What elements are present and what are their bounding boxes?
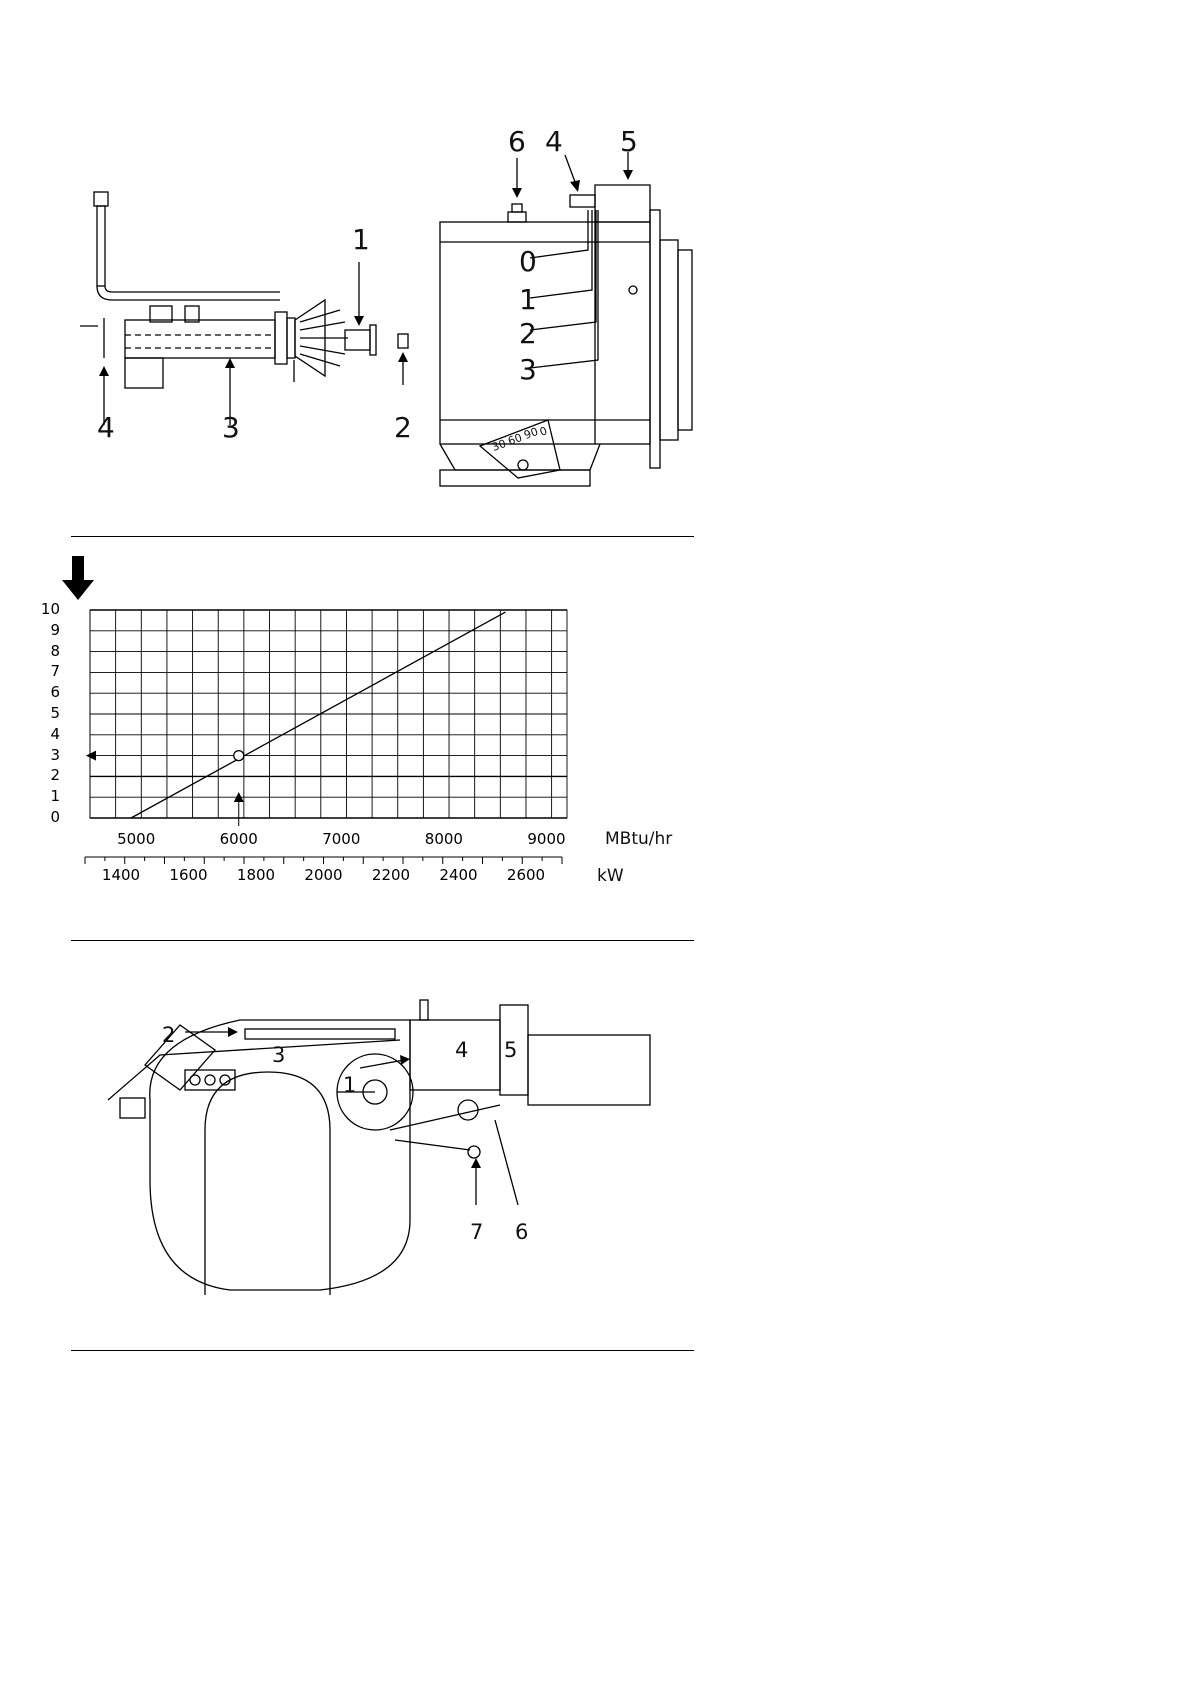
y-tick-label: 8: [50, 641, 60, 660]
x2-tick-label: 2400: [439, 866, 478, 884]
position-2: 2: [519, 317, 537, 350]
y-tick-label: 7: [50, 662, 60, 681]
x-tick-label: 9000: [527, 830, 566, 848]
x2-axis-unit: kW: [597, 866, 624, 886]
callout-5: 5: [620, 125, 638, 158]
divider-2: [71, 940, 694, 941]
y-tick-label: 6: [50, 683, 60, 702]
example-point: [234, 751, 244, 761]
callout-4-right: 4: [545, 125, 563, 158]
callout-1: 1: [352, 223, 370, 256]
dial-mark-0: 0: [537, 424, 550, 439]
divider-3: [71, 1350, 694, 1351]
x2-tick-label: 2200: [371, 866, 411, 884]
x2-tick-label: 1600: [169, 866, 208, 884]
x2-tick-label: 2600: [506, 866, 546, 884]
y-tick-label: 10: [40, 600, 60, 618]
top-figure-drawing: [0, 0, 1191, 520]
x2-tick-label: 2000: [304, 866, 343, 884]
y-tick-label: 3: [50, 745, 60, 764]
chart: [0, 550, 1191, 950]
x-tick-label: 5000: [117, 830, 156, 848]
bottom-figure-drawing: [0, 980, 1191, 1340]
divider-1: [71, 536, 694, 537]
x-tick-label: 7000: [322, 830, 361, 848]
y-tick-label: 5: [50, 704, 60, 722]
y-tick-label: 1: [50, 787, 60, 806]
y-tick-label: 4: [50, 724, 60, 743]
callout-bottom-2: 2: [162, 1023, 176, 1047]
callout-4-left: 4: [97, 411, 115, 444]
callout-bottom-5: 5: [504, 1038, 518, 1062]
x-tick-label: 8000: [424, 830, 463, 848]
dial-mark-30: 30: [490, 436, 508, 455]
x2-tick-label: 1800: [236, 866, 276, 884]
callout-bottom-7: 7: [470, 1220, 484, 1244]
dial-mark-90: 90: [522, 424, 540, 443]
callout-6: 6: [508, 125, 526, 158]
y-tick-label: 9: [50, 620, 60, 639]
x-axis-unit: MBtu/hr: [605, 829, 673, 849]
x2-tick-label: 1400: [101, 866, 141, 884]
y-reading-arrow: [86, 751, 96, 761]
y-tick-label: 2: [50, 766, 60, 785]
dial-mark-60: 60: [506, 430, 524, 449]
y-tick-label: 0: [50, 808, 60, 826]
position-1: 1: [519, 283, 537, 316]
callout-bottom-4: 4: [455, 1038, 469, 1062]
position-3: 3: [519, 353, 537, 386]
position-0: 0: [519, 245, 537, 278]
callout-bottom-1: 1: [343, 1073, 357, 1097]
callout-bottom-6: 6: [515, 1220, 529, 1244]
callout-2: 2: [394, 411, 412, 444]
x-tick-label: 6000: [219, 830, 258, 848]
callout-3: 3: [222, 411, 240, 444]
callout-bottom-3: 3: [272, 1043, 286, 1067]
